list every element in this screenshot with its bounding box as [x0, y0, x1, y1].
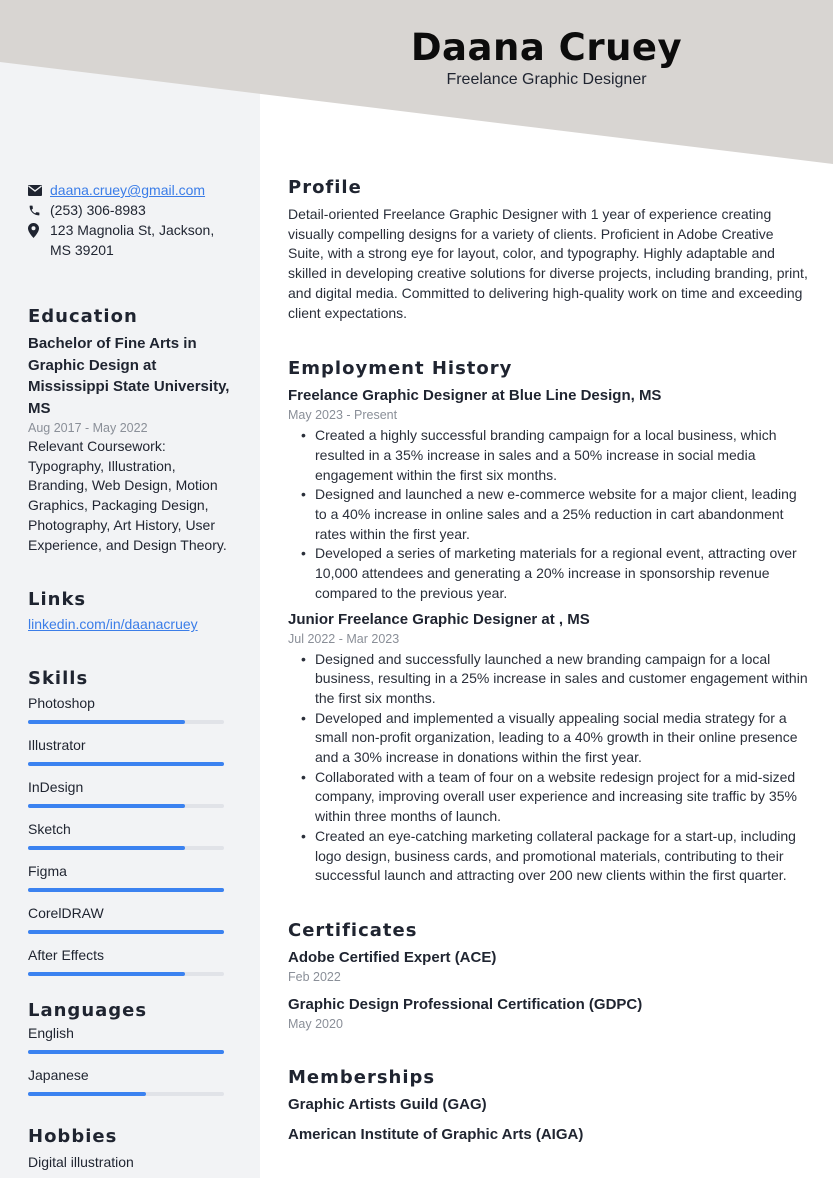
language-bar-fill: [28, 1092, 146, 1096]
skill-name: Photoshop: [28, 695, 95, 712]
skill-name: Figma: [28, 863, 67, 880]
language-bar-fill: [28, 1050, 224, 1054]
contact-phone: [28, 200, 233, 220]
membership-item: American Institute of Graphic Arts (AIGA): [288, 1125, 584, 1143]
skill-name: Illustrator: [28, 737, 86, 754]
job-bullets: [288, 650, 808, 886]
contact-address: [28, 220, 233, 260]
languages-section: [28, 1000, 233, 1096]
skill-item: [28, 777, 233, 808]
skill-bar: [28, 846, 224, 850]
job-entry: [288, 386, 808, 603]
job-bullet: • Developed and implemented a visually appealing social media strategy for a small non-profit organization, leading to a 40% growth in their online presence and a 30% increase in donations within the first year.: [288, 709, 808, 768]
hobbies-section: [28, 1126, 233, 1173]
skill-bar: [28, 720, 224, 724]
job-title-subtitle: Freelance Graphic Designer: [446, 71, 647, 88]
skill-bar: [28, 888, 224, 892]
phone-icon: [28, 200, 50, 220]
candidate-name: Daana Cruey: [410, 26, 683, 69]
skill-item: [28, 945, 233, 976]
job-bullet: • Collaborated with a team of four on a website redesign project for a mid-sized company, improving overall user experience and increasing site traffic by 35% within three months of launch.: [288, 768, 808, 827]
contact-section: [28, 180, 233, 260]
job-title: Junior Freelance Graphic Designer at , MS: [288, 610, 590, 628]
map-pin-icon: [28, 220, 50, 240]
education-degree: Bachelor of Fine Arts in Graphic Design at Mississippi State University, MS: [28, 335, 230, 417]
envelope-icon: [28, 180, 50, 200]
skill-bar-fill: [28, 888, 224, 892]
certificate-item: [288, 948, 808, 986]
skill-item: [28, 903, 233, 934]
contact-email: [28, 180, 233, 200]
skill-bar-fill: [28, 972, 185, 976]
certificate-date: May 2020: [288, 1016, 343, 1031]
education-dates: Aug 2017 - May 2022: [28, 421, 148, 435]
certificate-name: Adobe Certified Expert (ACE): [288, 948, 497, 966]
skill-bar: [28, 972, 224, 976]
membership-item: Graphic Artists Guild (GAG): [288, 1095, 487, 1113]
profile-text: Detail-oriented Freelance Graphic Designer with 1 year of experience creating visually compelling designs for a variety of clients. Proficient in Adobe Creative Suite, with a strong eye for layout, color, and typography. Highly adaptable and skilled in developing creative solutions for diverse projects, including branding, print, and digital media. Committed to delivering high-quality work on time and exceeding client expectations.: [288, 206, 808, 321]
skill-bar-fill: [28, 720, 185, 724]
skills-heading: Skills: [28, 668, 89, 690]
education-section: [28, 306, 233, 555]
skill-item: [28, 819, 233, 850]
education-heading: Education: [28, 306, 138, 327]
employment-section: [288, 357, 808, 886]
certificate-item: [288, 995, 808, 1033]
certificate-name: Graphic Design Professional Certification (GDPC): [288, 995, 643, 1013]
skill-name: CorelDRAW: [28, 905, 104, 922]
certificates-heading: Certificates: [288, 919, 418, 941]
skill-bar: [28, 930, 224, 934]
skill-bar: [28, 762, 224, 766]
skills-section: [28, 668, 233, 976]
skill-bar-fill: [28, 804, 185, 808]
memberships-heading: Memberships: [288, 1066, 436, 1088]
links-section: [28, 589, 233, 632]
certificate-date: Feb 2022: [288, 969, 341, 984]
certificates-section: [288, 919, 808, 1033]
job-bullet: • Created an eye-catching marketing collateral package for a start-up, including logo design, business cards, and promotional materials, contributing to their successful launch and attracting over 200 new clients within the first quarter.: [288, 827, 808, 886]
profile-heading: Profile: [288, 177, 362, 198]
linkedin-link[interactable]: linkedin.com/in/daanacruey: [28, 616, 198, 633]
skill-bar-fill: [28, 930, 224, 934]
language-name: English: [28, 1025, 74, 1042]
job-bullet: • Designed and successfully launched a new branding campaign for a local business, resulting in a 25% increase in sales and customer engagement within the first six months.: [288, 650, 808, 709]
languages-heading: Languages: [28, 1000, 148, 1022]
languages-list: [28, 1023, 233, 1096]
education-details: Relevant Coursework: Typography, Illustration, Branding, Web Design, Motion Graphics, Packaging Design, Photography, Art History, User Experience, and Design Theory.: [28, 438, 227, 553]
sidebar: [28, 180, 233, 1173]
language-bar: [28, 1050, 224, 1054]
main-content: [288, 176, 808, 1145]
skill-bar: [28, 804, 224, 808]
hobby-item: Digital illustration: [28, 1154, 134, 1171]
skill-name: Sketch: [28, 821, 71, 838]
language-item: [28, 1023, 233, 1054]
skill-name: After Effects: [28, 947, 104, 964]
job-title: Freelance Graphic Designer at Blue Line Design, MS: [288, 387, 662, 405]
skill-bar-fill: [28, 762, 224, 766]
skill-item: [28, 693, 233, 724]
job-dates: May 2023 - Present: [288, 408, 398, 423]
skill-bar-fill: [28, 846, 185, 850]
skills-list: [28, 693, 233, 976]
language-item: [28, 1065, 233, 1096]
skill-name: InDesign: [28, 779, 84, 796]
links-heading: Links: [28, 589, 87, 611]
job-bullets: [288, 426, 808, 603]
email-link[interactable]: daana.cruey@gmail.com: [50, 182, 206, 198]
job-entry: [288, 610, 808, 886]
address-text: 123 Magnolia St, Jackson, MS 39201: [50, 222, 215, 258]
employment-heading: Employment History: [288, 358, 513, 380]
language-name: Japanese: [28, 1067, 89, 1084]
skill-item: [28, 735, 233, 766]
phone-number: (253) 306-8983: [50, 202, 146, 218]
job-bullet: • Created a highly successful branding campaign for a local business, which resulted in a 35% increase in sales and a 50% increase in social media engagement within the first six months.: [288, 426, 808, 485]
profile-section: [288, 176, 808, 323]
language-bar: [28, 1092, 224, 1096]
skill-item: [28, 861, 233, 892]
job-bullet: • Designed and launched a new e-commerce website for a major client, leading to a 40% increase in online sales and a 25% reduction in cart abandonment rates within the first year.: [288, 485, 808, 544]
job-bullet: • Developed a series of marketing materials for a regional event, attracting over 10,000 attendees and generating a 20% increase in sponsorship revenue compared to the previous year.: [288, 544, 808, 603]
memberships-section: [288, 1066, 808, 1145]
job-dates: Jul 2022 - Mar 2023: [288, 631, 400, 646]
hobbies-heading: Hobbies: [28, 1126, 118, 1148]
header: [260, 26, 833, 90]
